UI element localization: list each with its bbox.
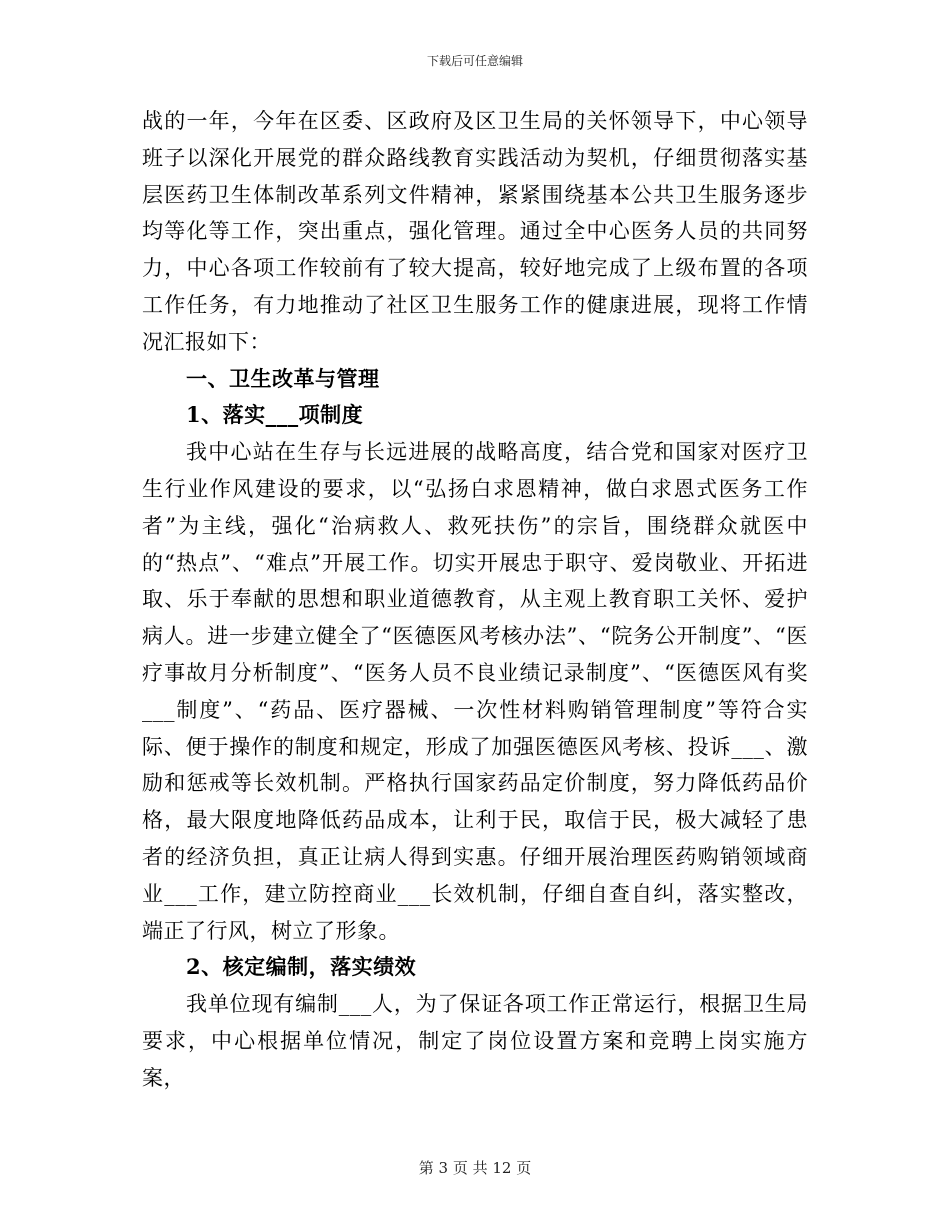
page-header: 下载后可任意编辑 — [426, 54, 523, 68]
subsection-heading-staffing: 2、核定编制，落实绩效 — [186, 954, 417, 980]
document-body — [142, 103, 808, 1097]
subsection-heading-systems: 1、落实___项制度 — [186, 402, 364, 428]
paragraph-systems: 我中心站在生存与长远进展的战略高度，结合党和国家对医疗卫生行业作风建设的要求，以“弘扬白求恩精神，做白求恩式医务工作者”为主线，强化“治病救人、救死扶伤”的宗旨，围绕群众就医中的“热点”、“难点”开展工作。切实开展忠于职守、爱岗敬业、开拓进取、乐于奉献的思想和职业道德教育，从主观上教育职工关怀、爱护病人。进一步建立健全了“医德医风考核办法”、“院务公开制度”、“医疗事故月分析制度”、“医务人员不良业绩记录制度”、“医德医风有奖___制度”、“药品、医疗器械、一次性材料购销管理制度”等符合实际、便于操作的制度和规定，形成了加强医德医风考核、投诉___、激励和惩戒等长效机制。严格执行国家药品定价制度，努力降低药品价格，最大限度地降低药品成本，让利于民，取信于民，极大减轻了患者的经济负担，真正让病人得到实惠。仔细开展治理医药购销领域商业___工作，建立防控商业___长效机制，仔细自查自纠，落实整改，端正了行风，树立了形象。 — [142, 440, 808, 943]
section-heading-reform: 一、卫生改革与管理 — [186, 365, 380, 391]
paragraph-staffing: 我单位现有编制___人，为了保证各项工作正常运行，根据卫生局要求，中心根据单位情况，制定了岗位设置方案和竞聘上岗实施方案， — [142, 992, 808, 1090]
page-number: 第 3 页 共 12 页 — [418, 1159, 532, 1177]
paragraph-intro: 战的一年，今年在区委、区政府及区卫生局的关怀领导下，中心领导班子以深化开展党的群众路线教育实践活动为契机，仔细贯彻落实基层医药卫生体制改革系列文件精神，紧紧围绕基本公共卫生服务逐步均等化等工作，突出重点，强化管理。通过全中心医务人员的共同努力，中心各项工作较前有了较大提高，较好地完成了上级布置的各项工作任务，有力地推动了社区卫生服务工作的健康进展，现将工作情况汇报如下： — [142, 109, 808, 354]
